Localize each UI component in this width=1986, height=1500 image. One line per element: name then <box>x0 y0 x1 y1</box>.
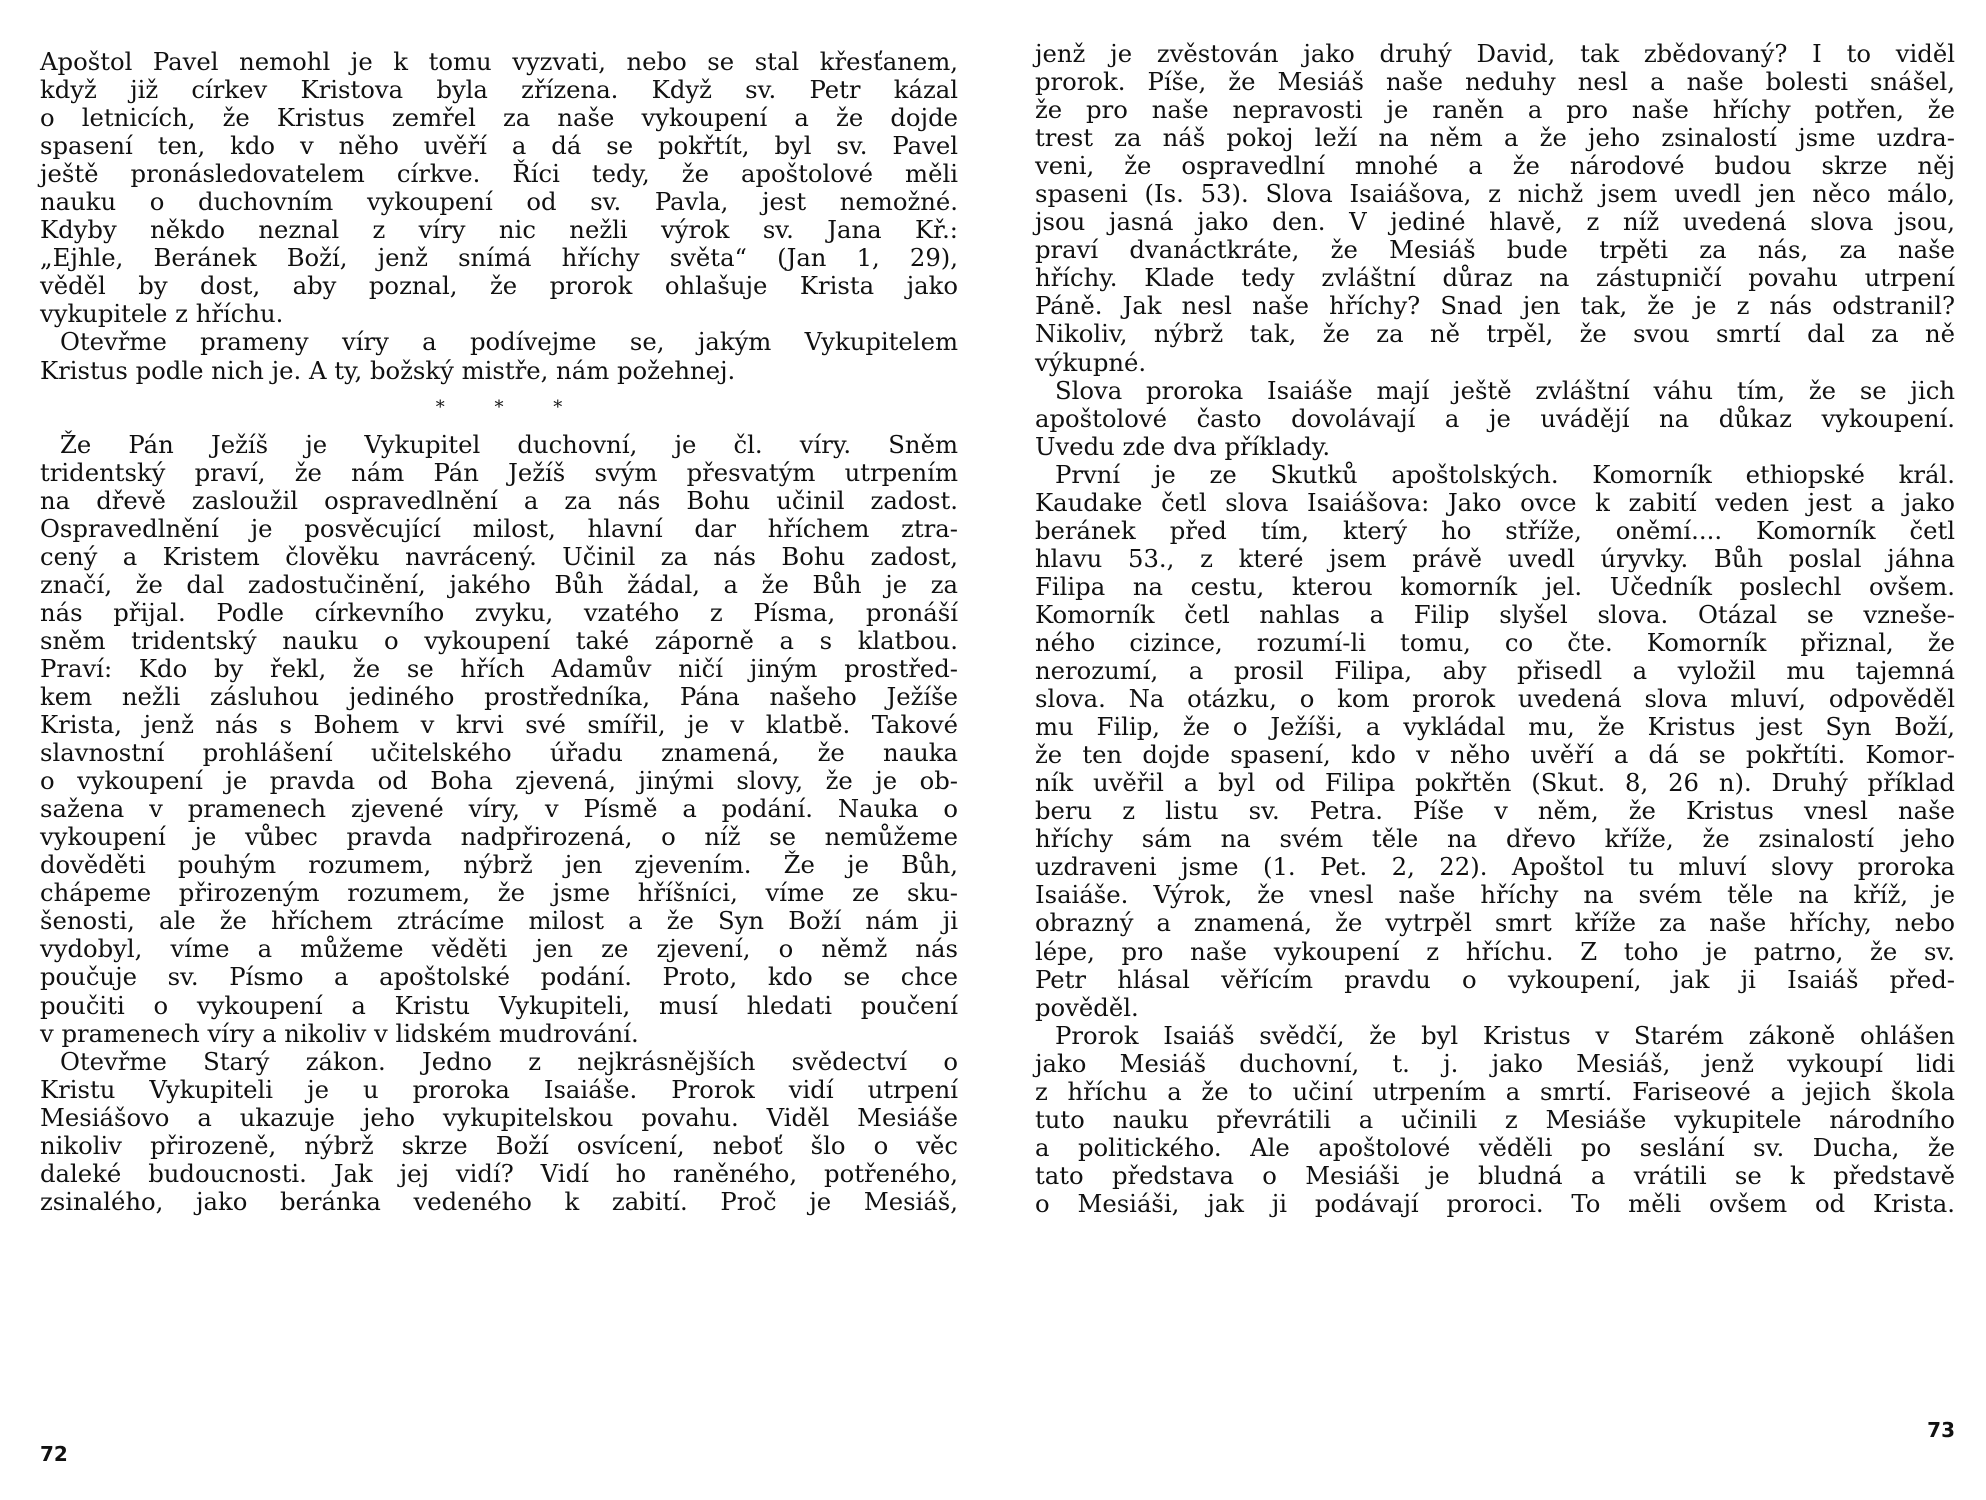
text-line: tuto nauku převrátili a učinili z Mesiáše vykupitele národního <box>1035 1104 1955 1134</box>
text-line: zsinalého, jako beránka vedeného k zabití. Proč je Mesiáš, <box>40 1186 958 1216</box>
text-line: vykupitele z hříchu. <box>40 299 284 329</box>
text-line: Otevřme Starý zákon. Jedno z nejkrásnějších svědectví o <box>60 1046 958 1076</box>
right-page-text <box>1035 40 1955 1218</box>
text-line: spaseni (Is. 53). Slova Isaiášova, z nichž jsem uvedl jen něco málo, <box>1035 179 1955 209</box>
text-line: slavnostní prohlášení učitelského úřadu znamená, že nauka <box>40 738 958 768</box>
text-line: hříchy sám na svém těle na dřevo kříže, že zsinalostí jeho <box>1035 824 1955 854</box>
text-line: Páně. Jak nesl naše hříchy? Snad jen tak, že je z nás odstranil? <box>1035 291 1955 321</box>
text-line: Kdyby někdo neznal z víry nic nežli výrok sv. Jana Kř.: <box>40 215 958 245</box>
page-number: 72 <box>40 1442 68 1466</box>
text-line: jako Mesiáš duchovní, t. j. jako Mesiáš, jenž vykoupí lidi <box>1035 1048 1955 1078</box>
text-line: jsou jasná jako den. V jediné hlavě, z níž uvedená slova jsou, <box>1035 207 1955 237</box>
text-line: Kristus podle nich je. A ty, božský mistře, nám požehnej. <box>40 355 736 385</box>
left-page-text <box>40 48 958 1216</box>
text-line: Uvedu zde dva příklady. <box>1035 431 1331 461</box>
text-line: Petr hlásal věřícím pravdu o vykoupení, jak ji Isaiáš před- <box>1035 964 1955 994</box>
text-line: Apoštol Pavel nemohl je k tomu vyzvati, nebo se stal křesťanem, <box>40 47 958 76</box>
right-page <box>1035 0 1955 1500</box>
text-line: na dřevě zasloužil ospravedlnění a za nás Bohu učinil zadost. <box>40 485 958 515</box>
text-line: vykoupení je vůbec pravda nadpřirozená, o níž se nemůžeme <box>40 822 958 852</box>
text-line: ník uvěřil a byl od Filipa pokřtěn (Skut. 8, 26 n). Druhý příklad <box>1035 768 1955 798</box>
text-line: Nikoliv, nýbrž tak, že za ně trpěl, že svou smrtí dal za ně <box>1035 319 1955 349</box>
text-line: Isaiáše. Výrok, že vnesl naše hříchy na svém těle na kříž, je <box>1035 880 1955 910</box>
text-line: Kristu Vykupiteli je u proroka Isaiáše. Prorok vidí utrpení <box>40 1074 958 1104</box>
text-line: poučiti o vykoupení a Kristu Vykupiteli, musí hledati poučení <box>40 990 958 1020</box>
text-line: že pro naše nepravosti je raněn a pro naše hříchy potřen, že <box>1035 95 1955 125</box>
text-line: tridentský praví, že nám Pán Ježíš svým přesvatým utrpením <box>40 457 958 487</box>
text-line: když již církev Kristova byla zřízena. Když sv. Petr kázal <box>40 75 958 105</box>
text-line: sažena v pramenech zjevené víry, v Písmě a podání. Nauka o <box>40 794 958 824</box>
text-line: značí, že dal zadostučinění, jakého Bůh žádal, a že Bůh je za <box>40 569 958 599</box>
text-line: sněm tridentský nauku o vykoupení také záporně a s klatbou. <box>40 625 958 655</box>
text-line: nerozumí, a prosil Filipa, aby přisedl a vyložil mu tajemná <box>1035 656 1955 686</box>
text-line: chápeme přirozeným rozumem, že jsme hříšníci, víme ze sku- <box>40 878 958 908</box>
text-line: ještě pronásledovatelem církve. Říci tedy, že apoštolové měli <box>40 159 958 189</box>
text-line: Otevřme prameny víry a podívejme se, jakým Vykupitelem <box>60 327 958 357</box>
text-line: Komorník četl nahlas a Filip slyšel slova. Otázal se vzneše- <box>1035 599 1955 629</box>
text-line: vydobyl, víme a můžeme věděti jen ze zjevení, o němž nás <box>40 934 958 964</box>
text-line: nikoliv přirozeně, nýbrž skrze Boží osvícení, neboť šlo o věc <box>40 1130 958 1160</box>
page-number: 73 <box>1927 1418 1955 1442</box>
text-line: o letnicích, že Kristus zemřel za naše vykoupení a že dojde <box>40 103 958 133</box>
text-line: beru z listu sv. Petra. Píše v něm, že Kristus vnesl naše <box>1035 796 1955 826</box>
text-line: prorok. Píše, že Mesiáš naše neduhy nesl a naše bolesti snášel, <box>1035 67 1955 97</box>
text-line: nauku o duchovním vykoupení od sv. Pavla, jest nemožné. <box>40 187 958 217</box>
text-line: šenosti, ale že hříchem ztrácíme milost a že Syn Boží nám ji <box>40 906 958 936</box>
text-line: Kaudake četl slova Isaiášova: Jako ovce k zabití veden jest a jako <box>1035 487 1955 517</box>
text-line: veni, že ospravedlní mnohé a že národové budou skrze něj <box>1035 151 1955 181</box>
text-line: cený a Kristem člověku navrácený. Učinil za nás Bohu zadost, <box>40 541 958 571</box>
text-line: slova. Na otázku, o kom prorok uvedená slova mluví, odpověděl <box>1035 684 1955 714</box>
text-line: Prorok Isaiáš svědčí, že byl Kristus v Starém zákoně ohlášen <box>1055 1020 1955 1050</box>
text-line: daleké budoucnosti. Jak jej vidí? Vidí ho raněného, potřeného, <box>40 1158 958 1188</box>
text-line: že ten dojde spasení, kdo v něho uvěří a dá se pokřtíti. Komor- <box>1035 740 1955 770</box>
text-line: v pramenech víry a nikoliv v lidském mudrování. <box>40 1018 639 1048</box>
text-line: obrazný a znamená, že vytrpěl smrt kříže za naše hříchy, nebo <box>1035 908 1955 938</box>
text-line: apoštolové často dovolávají a je uvádějí na důkaz vykoupení. <box>1035 403 1955 433</box>
text-line: lépe, pro naše vykoupení z hříchu. Z toho je patrno, že sv. <box>1035 936 1955 966</box>
text-line: praví dvanáctkráte, že Mesiáš bude trpěti za nás, za naše <box>1035 235 1955 265</box>
text-line: uzdraveni jsme (1. Pet. 2, 22). Apoštol tu mluví slovy proroka <box>1035 852 1955 882</box>
text-line: kem nežli zásluhou jediného prostředníka, Pána našeho Ježíše <box>40 681 958 711</box>
text-line: beránek před tím, který ho stříže, oněmí.... Komorník četl <box>1035 515 1955 545</box>
text-line: hlavu 53., z které jsem právě uvedl úryvky. Bůh poslal jáhna <box>1035 543 1955 573</box>
text-line: z hříchu a že to učiní utrpením a smrtí. Fariseové a jejich škola <box>1035 1076 1955 1106</box>
text-line: o Mesiáši, jak ji podávají proroci. To měli ovšem od Krista. <box>1035 1188 1955 1218</box>
text-line: dověděti pouhým rozumem, nýbrž jen zjevením. Že je Bůh, <box>40 850 958 880</box>
text-line: pověděl. <box>1035 992 1139 1022</box>
text-line: hříchy. Klade tedy zvláštní důraz na zástupničí povahu utrpení <box>1035 263 1955 293</box>
text-line: trest za náš pokoj leží na něm a že jeho zsinalostí jsme uzdra- <box>1035 123 1955 153</box>
text-line: spasení ten, kdo v něho uvěří a dá se pokřtít, byl sv. Pavel <box>40 131 958 161</box>
text-line: Mesiášovo a ukazuje jeho vykupitelskou povahu. Viděl Mesiáše <box>40 1102 958 1132</box>
text-line: tato představa o Mesiáši je bludná a vrátili se k představě <box>1035 1160 1955 1190</box>
text-line: Ospravedlnění je posvěcující milost, hlavní dar hříchem ztra- <box>40 513 958 543</box>
left-page <box>40 0 958 1500</box>
text-line: a politického. Ale apoštolové věděli po seslání sv. Ducha, že <box>1035 1132 1955 1162</box>
text-line: poučuje sv. Písmo a apoštolské podání. Proto, kdo se chce <box>40 962 958 992</box>
text-line: Slova proroka Isaiáše mají ještě zvláštní váhu tím, že se jich <box>1055 375 1955 405</box>
section-separator: * * * <box>435 396 585 418</box>
text-line: mu Filip, že o Ježíši, a vykládal mu, že Kristus jest Syn Boží, <box>1035 712 1955 742</box>
text-line: Krista, jenž nás s Bohem v krvi své smířil, je v klatbě. Takové <box>40 710 958 740</box>
text-line: výkupné. <box>1035 347 1147 377</box>
text-line: Praví: Kdo by řekl, že se hřích Adamův ničí jiným prostřed- <box>40 653 958 683</box>
text-line: Že Pán Ježíš je Vykupitel duchovní, je čl. víry. Sněm <box>60 429 958 459</box>
text-line: Filipa na cestu, kterou komorník jel. Učedník poslechl ovšem. <box>1035 571 1955 601</box>
text-line: jenž je zvěstován jako druhý David, tak zbědovaný? I to viděl <box>1035 39 1955 68</box>
text-line: První je ze Skutků apoštolských. Komorník ethiopské král. <box>1055 459 1955 489</box>
text-line: nás přijal. Podle církevního zvyku, vzatého z Písma, pronáší <box>40 597 958 627</box>
text-line: ného cizince, rozumí-li tomu, co čte. Komorník přiznal, že <box>1035 627 1955 657</box>
text-line: o vykoupení je pravda od Boha zjevená, jinými slovy, že je ob- <box>40 766 958 796</box>
text-line: věděl by dost, aby poznal, že prorok ohlašuje Krista jako <box>40 271 958 301</box>
text-line: „Ejhle, Beránek Boží, jenž snímá hříchy světa“ (Jan 1, 29), <box>40 243 958 273</box>
